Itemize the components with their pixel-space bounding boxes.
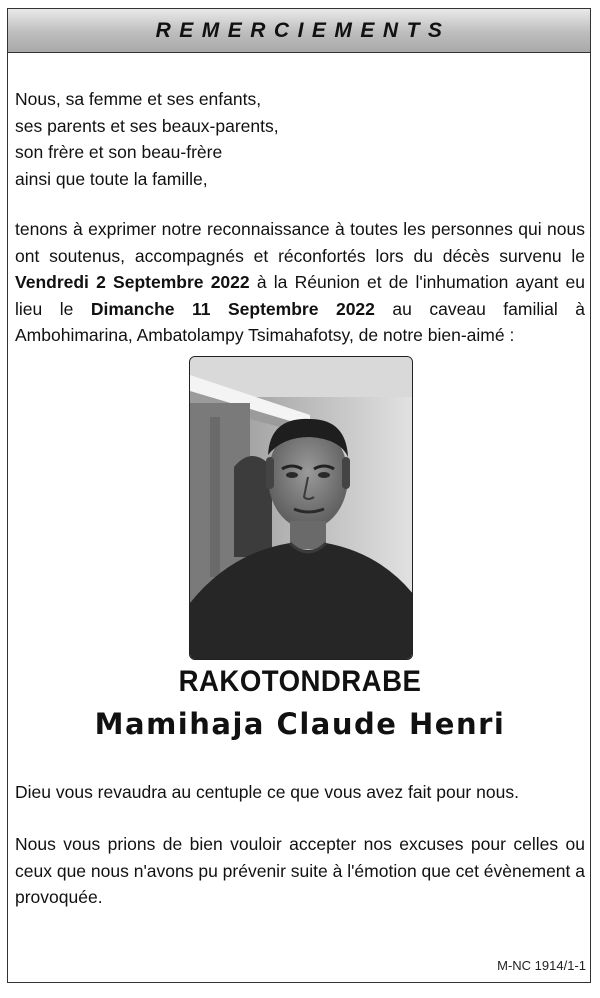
intro-line: Nous, sa femme et ses enfants,: [15, 89, 262, 109]
intro-line: ainsi que toute la famille,: [15, 168, 208, 189]
closing-paragraph: Dieu vous revaudra au centuple ce que vous avez fait pour nous.: [15, 782, 519, 802]
deceased-surname: RAKOTONDRABE: [178, 665, 422, 698]
apology-paragraph: Nous vous prions de bien vouloir accepter nos excuses pour celles ou ceux que nous n'avons pu prévenir suite à l'émotion que cet évènement a provoquée.: [15, 834, 585, 907]
header-bar: [8, 9, 590, 53]
intro-line: son frère et son beau-frère: [15, 142, 223, 162]
intro-line: ses parents et ses beaux-parents,: [15, 115, 279, 136]
thanks-paragraph: [15, 216, 585, 349]
page-title: REMERCIEMENTS: [155, 18, 451, 42]
thanks-text: au caveau familial à Ambohimarina, Ambatolampy Tsimahafotsy, de notre bien-aimé :: [15, 298, 585, 345]
death-date: Vendredi 2 Septembre 2022: [15, 272, 250, 292]
portrait-photo: [189, 356, 413, 660]
intro-block: [15, 86, 279, 192]
thanks-text: à la Réunion et de l'inhumation ayant eu lieu le: [15, 272, 585, 319]
reference-code: M-NC 1914/1-1: [497, 958, 586, 973]
thanks-text: tenons à exprimer notre reconnaissance à toutes les personnes qui nous ont soutenus, accompagnés et réconfortés lors du décès survenu le: [15, 219, 585, 266]
portrait-illustration: [190, 357, 413, 660]
deceased-given-names: Mamihaja Claude Henri: [94, 707, 506, 741]
burial-date: Dimanche 11 Septembre 2022: [90, 298, 375, 319]
